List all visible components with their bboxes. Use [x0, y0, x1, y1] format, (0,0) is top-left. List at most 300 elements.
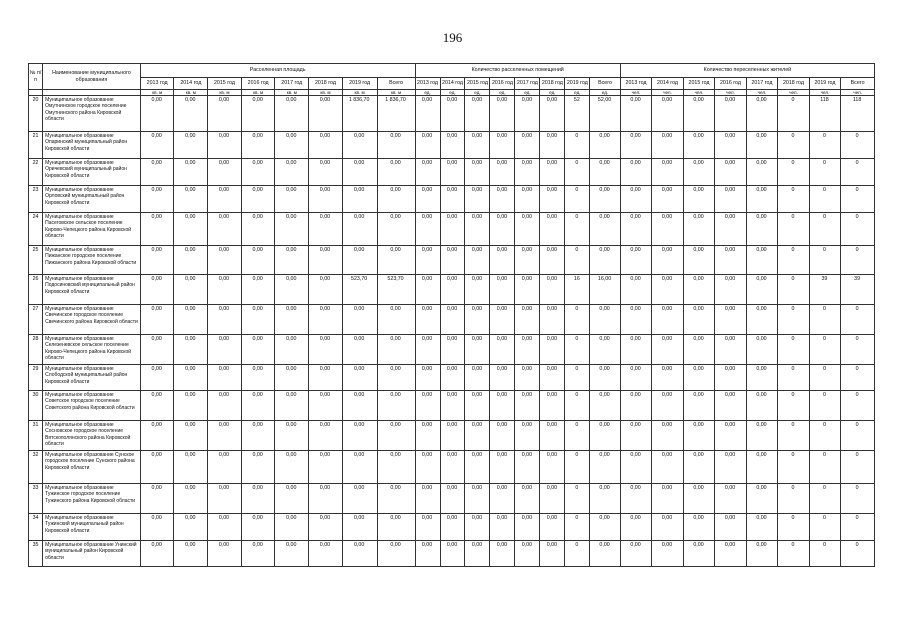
header-year-area-5: 2018 год [309, 78, 343, 90]
premises-value: 0 [565, 213, 590, 246]
premises-value: 0 [565, 186, 590, 213]
residents-value: 0,00 [652, 484, 683, 514]
municipality-name: Муниципальное образование Слободской муниципальный район Кировской области [43, 365, 141, 391]
residents-value: 0,00 [652, 335, 683, 365]
premises-value: 0,00 [515, 132, 540, 159]
premises-value: 0,00 [590, 541, 620, 567]
area-value: 0,00 [275, 421, 309, 451]
premises-value: 0,00 [465, 421, 490, 451]
premises-value: 0,00 [465, 213, 490, 246]
area-value: 0,00 [140, 305, 174, 335]
residents-value: 0 [841, 541, 875, 567]
residents-value: 0 [778, 275, 809, 305]
area-value: 0,00 [241, 159, 275, 186]
premises-value: 0,00 [515, 451, 540, 484]
area-value: 0,00 [208, 541, 242, 567]
unit-premises: ед. [415, 90, 440, 96]
area-value: 0,00 [140, 213, 174, 246]
residents-value: 0,00 [620, 186, 651, 213]
area-value: 0,00 [342, 213, 377, 246]
residents-value: 39 [809, 275, 840, 305]
premises-value: 0,00 [540, 275, 565, 305]
residents-value: 0 [841, 213, 875, 246]
residents-value: 0 [778, 421, 809, 451]
area-value: 0,00 [377, 186, 415, 213]
area-value: 0,00 [174, 186, 208, 213]
residents-value: 0 [778, 484, 809, 514]
area-value: 0,00 [342, 186, 377, 213]
premises-value: 0,00 [440, 159, 465, 186]
residents-value: 0,00 [683, 514, 714, 541]
premises-value: 0 [565, 159, 590, 186]
premises-value: 0,00 [440, 541, 465, 567]
residents-value: 0,00 [683, 484, 714, 514]
municipality-name: Муниципальное образование Советское городское поселение Советского района Кировской области [43, 391, 141, 421]
premises-value: 0,00 [515, 305, 540, 335]
premises-value: 0,00 [440, 514, 465, 541]
residents-value: 0,00 [652, 391, 683, 421]
premises-value: 0,00 [415, 365, 440, 391]
residents-value: 0,00 [620, 275, 651, 305]
header-year-premises-7: Всего [590, 78, 620, 90]
row-number: 27 [29, 305, 43, 335]
residents-value: 118 [841, 96, 875, 132]
premises-value: 0,00 [440, 365, 465, 391]
premises-value: 0,00 [590, 186, 620, 213]
area-value: 0,00 [275, 451, 309, 484]
area-value: 0,00 [140, 365, 174, 391]
area-value: 0,00 [241, 541, 275, 567]
row-number: 22 [29, 159, 43, 186]
premises-value: 0,00 [415, 246, 440, 275]
premises-value: 0,00 [590, 514, 620, 541]
header-year-area-3: 2016 год [241, 78, 275, 90]
premises-value: 0,00 [515, 335, 540, 365]
area-value: 0,00 [140, 159, 174, 186]
header-year-area-0: 2013 год [140, 78, 174, 90]
premises-value: 0,00 [465, 96, 490, 132]
area-value: 0,00 [377, 246, 415, 275]
header-year-area-6: 2019 год [342, 78, 377, 90]
residents-value: 0,00 [683, 391, 714, 421]
area-value: 0,00 [208, 391, 242, 421]
premises-value: 0,00 [465, 484, 490, 514]
residents-value: 0,00 [715, 421, 746, 451]
area-value: 0,00 [208, 213, 242, 246]
residents-value: 0,00 [652, 96, 683, 132]
premises-value: 0,00 [490, 451, 515, 484]
unit-premises: ед. [465, 90, 490, 96]
residents-value: 0,00 [620, 541, 651, 567]
municipality-name: Муниципальное образование Опаринский муниципальный район Кировской области [43, 132, 141, 159]
area-value: 0,00 [309, 186, 343, 213]
area-value: 0,00 [174, 213, 208, 246]
premises-value: 0 [565, 305, 590, 335]
residents-value: 0,00 [683, 365, 714, 391]
area-value: 0,00 [377, 132, 415, 159]
area-value: 0,00 [275, 213, 309, 246]
area-value: 0,00 [342, 305, 377, 335]
premises-value: 0,00 [490, 541, 515, 567]
municipality-name: Муниципальное образование Подосиновский муниципальный район Кировской области [43, 275, 141, 305]
premises-value: 0,00 [490, 186, 515, 213]
premises-value: 0,00 [490, 484, 515, 514]
residents-value: 0,00 [715, 514, 746, 541]
residents-value: 0 [809, 391, 840, 421]
premises-value: 0,00 [540, 132, 565, 159]
residents-value: 0,00 [746, 335, 777, 365]
premises-value: 0,00 [440, 421, 465, 451]
area-value: 0,00 [275, 541, 309, 567]
residents-value: 0,00 [746, 132, 777, 159]
residents-value: 0,00 [683, 246, 714, 275]
area-value: 0,00 [275, 484, 309, 514]
premises-value: 0,00 [515, 365, 540, 391]
residents-value: 0 [809, 305, 840, 335]
table-row [29, 391, 875, 421]
premises-value: 0,00 [440, 451, 465, 484]
row-number: 33 [29, 484, 43, 514]
residents-value: 0 [809, 186, 840, 213]
area-value: 0,00 [309, 335, 343, 365]
residents-value: 0,00 [683, 421, 714, 451]
area-value: 0,00 [275, 159, 309, 186]
header-year-premises-0: 2013 год [415, 78, 440, 90]
residents-value: 0 [841, 305, 875, 335]
area-value: 0,00 [377, 484, 415, 514]
residents-value: 0,00 [683, 305, 714, 335]
area-value: 0,00 [342, 484, 377, 514]
residents-value: 0 [809, 335, 840, 365]
residents-value: 0,00 [652, 159, 683, 186]
premises-value: 0,00 [590, 365, 620, 391]
area-value: 0,00 [309, 305, 343, 335]
unit-premises: ед. [565, 90, 590, 96]
residents-value: 0 [809, 514, 840, 541]
residents-value: 0 [841, 451, 875, 484]
area-value: 0,00 [208, 421, 242, 451]
row-number: 31 [29, 421, 43, 451]
row-number: 34 [29, 514, 43, 541]
premises-value: 0,00 [465, 246, 490, 275]
area-value: 0,00 [140, 484, 174, 514]
area-value: 0,00 [241, 132, 275, 159]
premises-value: 0,00 [440, 132, 465, 159]
premises-value: 0,00 [515, 421, 540, 451]
area-value: 0,00 [174, 159, 208, 186]
unit-residents: чел. [620, 90, 651, 96]
premises-value: 0,00 [465, 159, 490, 186]
row-number: 21 [29, 132, 43, 159]
premises-value: 0,00 [540, 391, 565, 421]
residents-value: 0 [809, 541, 840, 567]
premises-value: 0,00 [490, 391, 515, 421]
residents-value: 118 [809, 96, 840, 132]
residents-value: 0,00 [746, 275, 777, 305]
area-value: 0,00 [309, 484, 343, 514]
area-value: 0,00 [377, 305, 415, 335]
unit-residents: чел. [778, 90, 809, 96]
area-value: 0,00 [208, 365, 242, 391]
area-value: 0,00 [377, 451, 415, 484]
premises-value: 0,00 [515, 213, 540, 246]
area-value: 0,00 [174, 421, 208, 451]
premises-value: 0,00 [440, 391, 465, 421]
header-year-residents-4: 2017 год [746, 78, 777, 90]
residents-value: 0 [809, 484, 840, 514]
residents-value: 0 [778, 186, 809, 213]
municipality-name: Муниципальное образование Орловский муниципальный район Кировской области [43, 186, 141, 213]
premises-value: 0,00 [440, 213, 465, 246]
residents-value: 0,00 [715, 159, 746, 186]
premises-value: 0,00 [515, 246, 540, 275]
area-value: 0,00 [241, 275, 275, 305]
page-number: 196 [442, 30, 463, 45]
residents-value: 0,00 [715, 213, 746, 246]
premises-value: 0,00 [415, 514, 440, 541]
premises-value: 0,00 [440, 484, 465, 514]
residents-value: 0 [778, 391, 809, 421]
premises-value: 0,00 [590, 305, 620, 335]
header-year-premises-5: 2018 год [540, 78, 565, 90]
header-year-residents-6: 2019 год [809, 78, 840, 90]
header-year-premises-3: 2016 год [490, 78, 515, 90]
area-value: 0,00 [275, 391, 309, 421]
premises-value: 0 [565, 246, 590, 275]
area-value: 0,00 [140, 391, 174, 421]
area-value: 0,00 [241, 514, 275, 541]
area-value: 0,00 [342, 541, 377, 567]
area-value: 0,00 [241, 391, 275, 421]
residents-value: 0,00 [746, 159, 777, 186]
residents-value: 0,00 [683, 275, 714, 305]
residents-value: 0 [809, 132, 840, 159]
residents-value: 0,00 [652, 541, 683, 567]
municipality-name: Муниципальное образование Тужинский муниципальный район Кировской области [43, 514, 141, 541]
residents-value: 0 [778, 335, 809, 365]
residents-value: 0 [841, 159, 875, 186]
premises-value: 0,00 [490, 96, 515, 132]
residents-value: 0,00 [620, 159, 651, 186]
row-number: 28 [29, 335, 43, 365]
area-value: 1 836,70 [377, 96, 415, 132]
unit-area: кв. м [342, 90, 377, 96]
area-value: 0,00 [309, 514, 343, 541]
table-row [29, 159, 875, 186]
premises-value: 0,00 [540, 365, 565, 391]
premises-value: 0,00 [465, 365, 490, 391]
premises-value: 0,00 [515, 96, 540, 132]
premises-value: 0,00 [490, 305, 515, 335]
table-row [29, 541, 875, 567]
area-value: 0,00 [377, 213, 415, 246]
unit-premises: ед. [490, 90, 515, 96]
residents-value: 0,00 [746, 514, 777, 541]
premises-value: 0,00 [440, 305, 465, 335]
residents-value: 0 [778, 365, 809, 391]
premises-value: 0,00 [490, 365, 515, 391]
table-row [29, 305, 875, 335]
premises-value: 0,00 [440, 96, 465, 132]
unit-premises: ед. [440, 90, 465, 96]
row-number: 30 [29, 391, 43, 421]
unit-area: кв. м [309, 90, 343, 96]
residents-value: 0,00 [652, 514, 683, 541]
row-number: 32 [29, 451, 43, 484]
premises-value: 0,00 [540, 514, 565, 541]
premises-value: 0,00 [465, 305, 490, 335]
premises-value: 0,00 [415, 484, 440, 514]
header-years-row [29, 78, 875, 90]
residents-value: 0,00 [620, 514, 651, 541]
table-row [29, 246, 875, 275]
premises-value: 52 [565, 96, 590, 132]
row-number: 26 [29, 275, 43, 305]
municipality-name: Муниципальное образование Пижанское городское поселение Пижанского района Кировской области [43, 246, 141, 275]
premises-value: 0,00 [415, 275, 440, 305]
residents-value: 0,00 [652, 451, 683, 484]
premises-value: 0,00 [540, 484, 565, 514]
header-year-residents-2: 2015 год [683, 78, 714, 90]
premises-value: 0,00 [415, 213, 440, 246]
area-value: 0,00 [174, 451, 208, 484]
residents-value: 0 [809, 451, 840, 484]
area-value: 0,00 [342, 159, 377, 186]
residents-value: 0,00 [683, 451, 714, 484]
residents-value: 0,00 [715, 305, 746, 335]
area-value: 0,00 [275, 186, 309, 213]
table-row [29, 484, 875, 514]
residents-value: 0 [778, 159, 809, 186]
residents-value: 0,00 [652, 275, 683, 305]
area-value: 523,70 [342, 275, 377, 305]
unit-area: кв. м [174, 90, 208, 96]
area-value: 0,00 [241, 305, 275, 335]
premises-value: 0,00 [540, 96, 565, 132]
premises-value: 0,00 [465, 451, 490, 484]
area-value: 0,00 [140, 421, 174, 451]
header-year-area-7: Всего [377, 78, 415, 90]
area-value: 0,00 [241, 365, 275, 391]
premises-value: 0,00 [465, 514, 490, 541]
premises-value: 0 [565, 484, 590, 514]
municipality-name: Муниципальное образование Пасеговское сельское поселение Кирово-Чепецкого района Кировской области [43, 213, 141, 246]
row-number: 25 [29, 246, 43, 275]
premises-value: 0,00 [590, 213, 620, 246]
premises-value: 0,00 [490, 246, 515, 275]
area-value: 0,00 [275, 132, 309, 159]
residents-value: 0,00 [715, 275, 746, 305]
unit-residents: чел. [841, 90, 875, 96]
area-value: 0,00 [377, 421, 415, 451]
premises-value: 0,00 [440, 335, 465, 365]
area-value: 0,00 [309, 132, 343, 159]
premises-value: 0 [565, 335, 590, 365]
area-value: 0,00 [275, 275, 309, 305]
table-row [29, 451, 875, 484]
area-value: 0,00 [275, 305, 309, 335]
header-year-premises-2: 2015 год [465, 78, 490, 90]
area-value: 523,70 [377, 275, 415, 305]
premises-value: 0,00 [540, 335, 565, 365]
residents-value: 0 [778, 213, 809, 246]
area-value: 0,00 [241, 246, 275, 275]
table-row [29, 365, 875, 391]
residents-value: 0,00 [620, 246, 651, 275]
premises-value: 0,00 [440, 246, 465, 275]
residents-value: 0,00 [746, 365, 777, 391]
residents-value: 0,00 [715, 132, 746, 159]
residents-value: 0,00 [715, 96, 746, 132]
premises-value: 52,00 [590, 96, 620, 132]
table-row [29, 96, 875, 132]
area-value: 1 836,70 [342, 96, 377, 132]
header-no: № п/п [29, 64, 43, 90]
premises-value: 0,00 [415, 96, 440, 132]
premises-value: 0,00 [590, 484, 620, 514]
area-value: 0,00 [174, 335, 208, 365]
area-value: 0,00 [174, 246, 208, 275]
residents-value: 0,00 [746, 541, 777, 567]
header-year-residents-0: 2013 год [620, 78, 651, 90]
residents-value: 0,00 [683, 541, 714, 567]
premises-value: 0,00 [515, 514, 540, 541]
area-value: 0,00 [140, 514, 174, 541]
premises-value: 0,00 [540, 246, 565, 275]
premises-value: 0,00 [440, 186, 465, 213]
premises-value: 0,00 [590, 159, 620, 186]
residents-value: 0 [778, 541, 809, 567]
premises-value: 0,00 [540, 305, 565, 335]
area-value: 0,00 [309, 365, 343, 391]
residents-value: 0,00 [746, 484, 777, 514]
area-value: 0,00 [241, 213, 275, 246]
area-value: 0,00 [241, 484, 275, 514]
table-row [29, 186, 875, 213]
residents-value: 0,00 [715, 246, 746, 275]
area-value: 0,00 [140, 275, 174, 305]
residents-value: 0,00 [652, 246, 683, 275]
area-value: 0,00 [208, 159, 242, 186]
residents-value: 0,00 [620, 305, 651, 335]
area-value: 0,00 [241, 421, 275, 451]
residents-value: 0,00 [746, 186, 777, 213]
unit-residents: чел. [683, 90, 714, 96]
premises-value: 0,00 [490, 159, 515, 186]
area-value: 0,00 [241, 451, 275, 484]
area-value: 0,00 [140, 132, 174, 159]
residents-value: 0,00 [715, 484, 746, 514]
residents-value: 0,00 [652, 421, 683, 451]
area-value: 0,00 [208, 96, 242, 132]
premises-value: 0,00 [490, 514, 515, 541]
premises-value: 0,00 [415, 541, 440, 567]
residents-value: 0,00 [620, 421, 651, 451]
area-value: 0,00 [174, 514, 208, 541]
residents-value: 0,00 [652, 305, 683, 335]
municipality-name: Муниципальное образование Сунское городское поселение Сунского района Кировской области [43, 451, 141, 484]
premises-value: 0,00 [590, 335, 620, 365]
premises-value: 0,00 [540, 451, 565, 484]
premises-value: 0,00 [540, 213, 565, 246]
unit-premises: ед. [540, 90, 565, 96]
unit-area: кв. м [208, 90, 242, 96]
header-year-residents-5: 2018 год [778, 78, 809, 90]
premises-value: 0,00 [540, 541, 565, 567]
residents-value: 0 [778, 132, 809, 159]
header-year-residents-1: 2014 год [652, 78, 683, 90]
unit-area: кв. м [241, 90, 275, 96]
